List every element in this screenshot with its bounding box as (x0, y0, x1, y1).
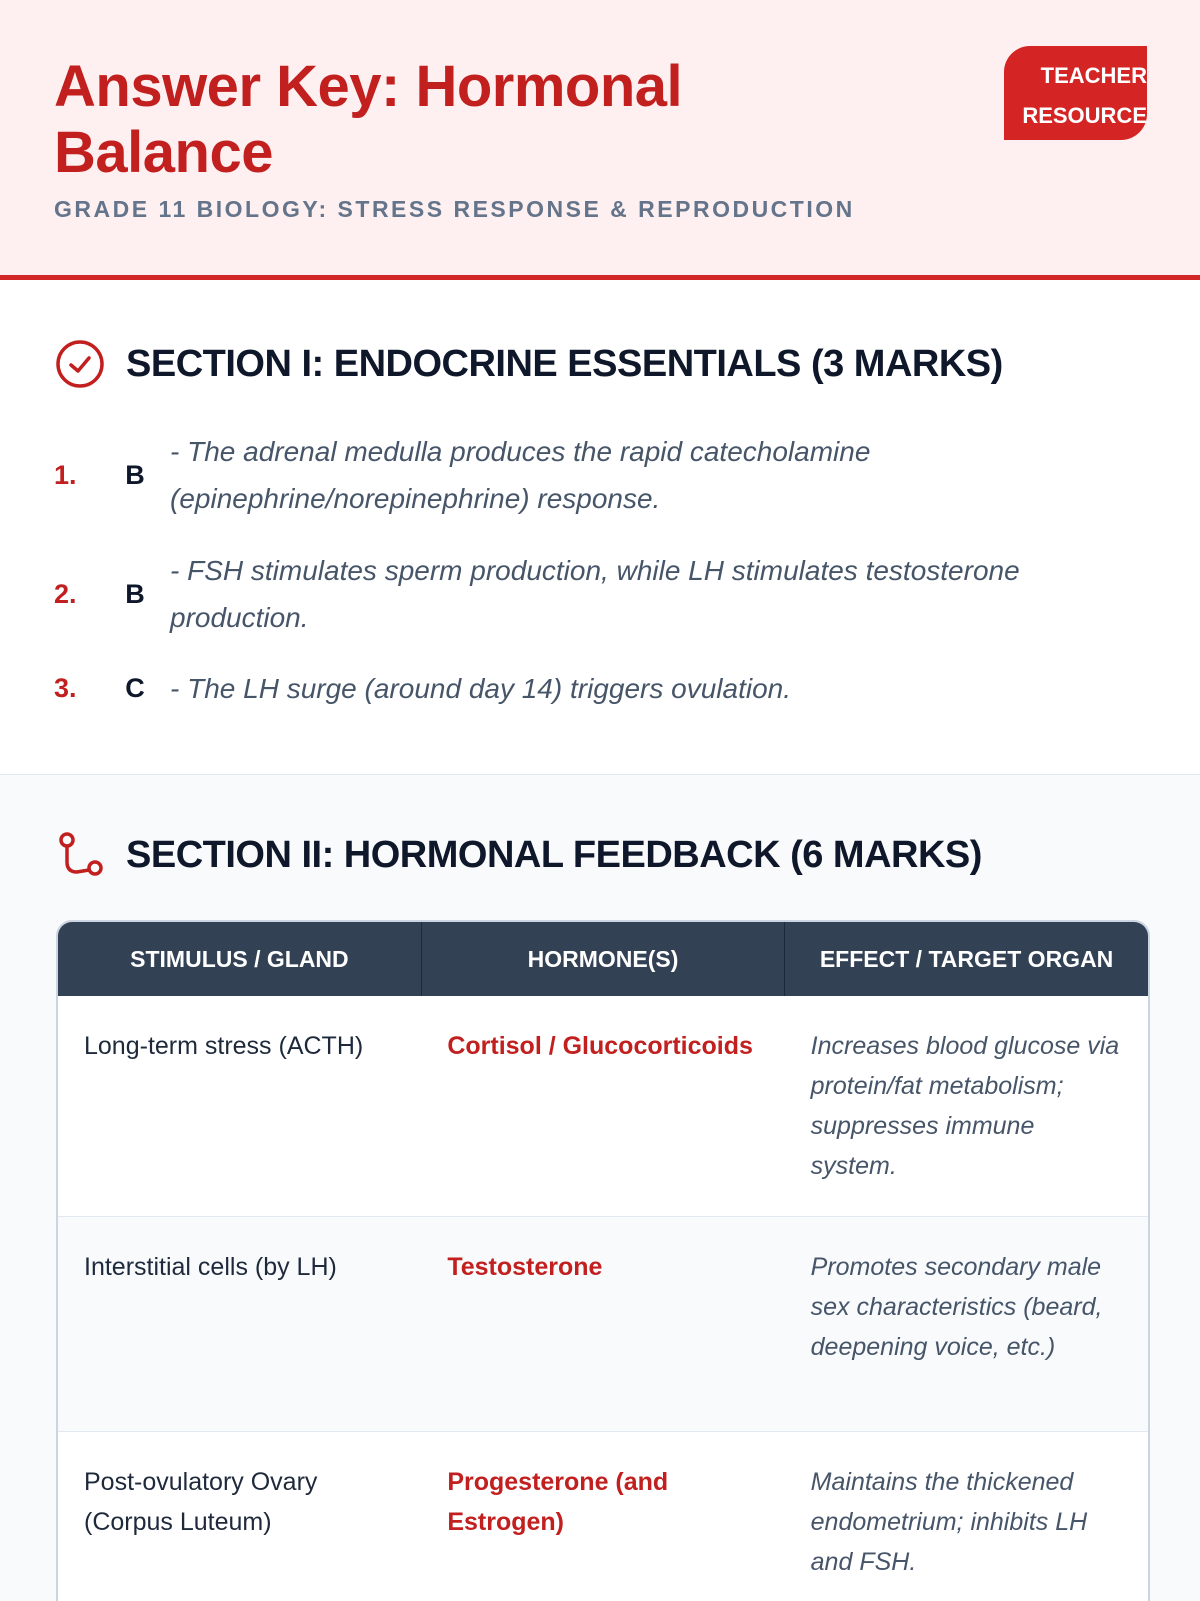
table-header-row (58, 922, 1148, 996)
section-2-heading: SECTION II: HORMONAL FEEDBACK (6 MARKS) (126, 834, 982, 877)
gland-cell: Long-term stress (ACTH) (58, 996, 421, 1217)
answer-letter: B (120, 460, 150, 491)
answer-letter: B (120, 579, 150, 610)
section-1-header (54, 338, 1003, 390)
effect-cell: Maintains the thickened endometrium; inhibits LH and FSH. (785, 1432, 1148, 1601)
badge-line-1: TEACHER (1004, 56, 1147, 96)
route-icon (54, 829, 106, 881)
badge-line-2: RESOURCE (1004, 96, 1147, 136)
column-header-effect: EFFECT / TARGET ORGAN (785, 922, 1148, 996)
hormone-cell: Cortisol / Glucocorticoids (421, 996, 784, 1217)
answer-explanation: - FSH stimulates sperm production, while LH stimulates testosterone production. (170, 547, 1110, 641)
teacher-resource-badge (1004, 46, 1147, 140)
effect-cell: Promotes secondary male sex characteristics (beard, deepening voice, etc.) (785, 1217, 1148, 1432)
column-header-gland: STIMULUS / GLAND (58, 922, 421, 996)
section-hormonal-feedback (0, 775, 1200, 1601)
hormone-cell: Testosterone (421, 1217, 784, 1432)
gland-cell: Post-ovulatory Ovary (Corpus Luteum) (58, 1432, 421, 1601)
check-circle-icon (54, 338, 106, 390)
table-row (58, 996, 1148, 1217)
answer-explanation: - The adrenal medulla produces the rapid catecholamine (epinephrine/norepinephrine) response. (170, 428, 930, 522)
answer-item (54, 665, 1144, 712)
page-subtitle: GRADE 11 BIOLOGY: STRESS RESPONSE & REPRODUCTION (54, 196, 855, 223)
hormone-cell: Progesterone (and Estrogen) (421, 1432, 784, 1601)
answer-letter: C (120, 673, 150, 704)
section-1-heading: SECTION I: ENDOCRINE ESSENTIALS (3 MARKS) (126, 343, 1003, 386)
gland-cell: Interstitial cells (by LH) (58, 1217, 421, 1432)
answer-number: 3. (54, 673, 120, 704)
table-row (58, 1432, 1148, 1601)
page-title: Answer Key: Hormonal Balance (54, 54, 774, 186)
column-header-hormone: HORMONE(S) (421, 922, 784, 996)
section-2-header (54, 829, 982, 881)
answer-number: 1. (54, 460, 120, 491)
answer-item (54, 428, 1144, 522)
effect-cell: Increases blood glucose via protein/fat metabolism; suppresses immune system. (785, 996, 1148, 1217)
section-endocrine-essentials (0, 280, 1200, 775)
table-row (58, 1217, 1148, 1432)
answer-item (54, 547, 1144, 641)
answer-number: 2. (54, 579, 120, 610)
hormone-table (56, 920, 1150, 1601)
answer-explanation: - The LH surge (around day 14) triggers ovulation. (170, 665, 1110, 712)
page-header (0, 0, 1200, 280)
